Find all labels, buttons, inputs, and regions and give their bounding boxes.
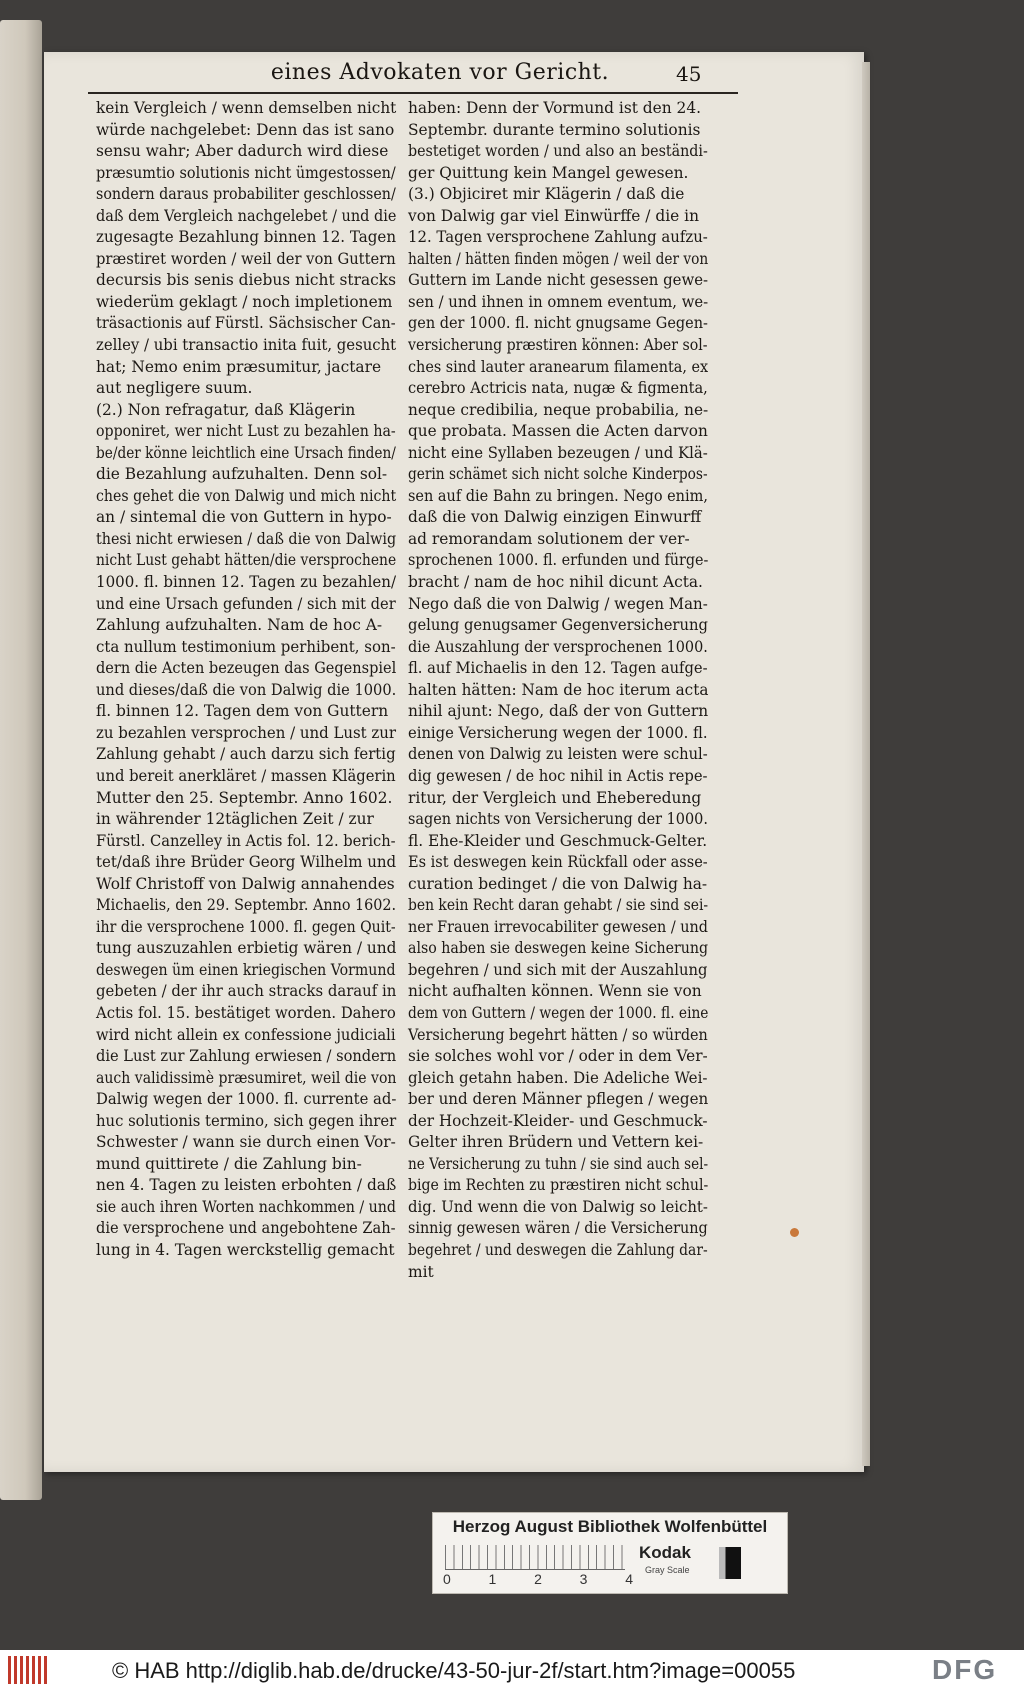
- text-line: cerebro Actricis nata, nugæ & figmenta,: [408, 379, 708, 398]
- text-line: ger Quittung kein Mangel gewesen.: [408, 163, 689, 182]
- dfg-logo: DFG: [932, 1654, 998, 1685]
- scale-label: 3: [579, 1571, 588, 1587]
- text-line: ben kein Recht daran gehabt / sie sind sei-: [408, 896, 709, 915]
- text-line: zelley / ubi transactio inita fuit, gesucht: [96, 336, 397, 355]
- text-line: 12. Tagen versprochene Zahlung aufzu-: [408, 228, 708, 247]
- text-line: Guttern im Lande nicht gesessen gewe-: [408, 271, 709, 290]
- text-line: hat; Nemo enim præsumitur, jactare: [96, 357, 382, 376]
- text-line: ne Versicherung zu tuhn / sie sind auch sel-: [408, 1154, 709, 1173]
- text-line: gelung genugsamer Gegenversicherung: [408, 616, 708, 635]
- text-line: zugesagte Bezahlung binnen 12. Tagen: [96, 228, 397, 247]
- text-line: cta nullum testimonium perhibent, son-: [96, 637, 396, 656]
- text-line: neque credibilia, neque probabilia, ne-: [408, 400, 709, 419]
- text-line: nihil ajunt: Nego, daß der von Guttern: [408, 702, 709, 721]
- text-line: sagen nichts von Versicherung der 1000.: [408, 810, 708, 829]
- text-line: Mutter den 25. Septembr. Anno 1602.: [96, 788, 393, 807]
- text-line: sen auf die Bahn zu bringen. Nego enim,: [408, 486, 708, 505]
- text-line: mund quittirete / die Zahlung bin-: [96, 1154, 362, 1173]
- paper-stain: [790, 1228, 799, 1237]
- text-line: gebeten / der ihr auch stracks darauf in: [96, 982, 397, 1001]
- text-line: die versprochene und angebohtene Zah-: [96, 1219, 396, 1238]
- text-line: daß die von Dalwig einzigen Einwurff: [408, 508, 702, 527]
- text-line: daß dem Vergleich nachgelebet / und die: [96, 206, 397, 225]
- text-line: sondern daraus probabiliter geschlossen/: [96, 185, 396, 204]
- previous-page-edge: [0, 20, 42, 1500]
- text-line: die Lust zur Zahlung erwiesen / sondern: [96, 1047, 397, 1066]
- text-line: nicht eine Syllaben bezeugen / und Klä-: [408, 443, 708, 462]
- text-line: ber und deren Männer pflegen / wegen: [408, 1090, 709, 1109]
- text-line: tet/daß ihre Brüder Georg Wilhelm und: [96, 853, 397, 872]
- text-line: thesi nicht erwiesen / daß die von Dalwig: [96, 529, 397, 548]
- text-line: Nego daß die von Dalwig / wegen Man-: [408, 594, 708, 613]
- text-line: præsumtio solutionis nicht ümgestossen/: [96, 163, 396, 182]
- text-line: gen der 1000. fl. nicht gnugsame Gegen-: [408, 314, 708, 333]
- text-line: ad remorandam solutionem der ver-: [408, 529, 690, 548]
- text-line: Zahlung gehabt / auch darzu sich fertig: [96, 745, 396, 764]
- text-line: und bereit anerkläret / massen Klägerin: [96, 766, 396, 785]
- text-line: und dieses/daß die von Dalwig die 1000.: [96, 680, 397, 699]
- text-line: halten hätten: Nam de hoc iterum acta: [408, 680, 709, 699]
- text-line: fl. Ehe-Kleider und Geschmuck-Gelter.: [408, 831, 708, 850]
- text-line: Schwester / wann sie durch einen Vor-: [96, 1133, 396, 1152]
- text-line: zu bezahlen versprochen / und Lust zur: [96, 723, 397, 742]
- citation-link[interactable]: © HAB http://diglib.hab.de/drucke/43-50-jur-2f/start.htm?image=00055: [112, 1658, 796, 1683]
- text-line: dern die Acten bezeugen das Gegenspiel: [96, 659, 397, 678]
- text-line: Versicherung begehrt hätten / so würden: [408, 1025, 708, 1044]
- text-line: deswegen üm einen kriegischen Vormund: [96, 960, 396, 979]
- text-line: præstiret worden / weil der von Guttern: [96, 249, 396, 268]
- text-line: die Auszahlung der versprochenen 1000.: [408, 637, 708, 656]
- text-line: aut negligere suum.: [96, 379, 253, 398]
- text-line: bracht / nam de hoc nihil dicunt Acta.: [408, 573, 703, 592]
- text-line: sie auch ihren Worten nachkommen / und: [96, 1197, 396, 1216]
- gray-swatch: [719, 1547, 741, 1579]
- text-line: sensu wahr; Aber dadurch wird diese: [96, 142, 389, 161]
- text-line: ches gehet die von Dalwig und mich nicht: [96, 486, 397, 505]
- text-line: träsactionis auf Fürstl. Sächsischer Can-: [96, 314, 396, 333]
- scale-label: 2: [534, 1571, 542, 1587]
- text-line: Septembr. durante termino solutionis: [408, 120, 701, 139]
- kodak-label: Kodak: [639, 1543, 691, 1562]
- institution-label: Herzog August Bibliothek Wolfenbüttel: [452, 1517, 768, 1536]
- text-line: decursis bis senis diebus nicht stracks: [96, 271, 396, 290]
- text-line: in währender 12täglichen Zeit / zur: [96, 810, 374, 829]
- text-line: ner Frauen irrevocabiliter gewesen / und: [408, 917, 708, 936]
- text-line: gleich getahn haben. Die Adeliche Wei-: [408, 1068, 708, 1087]
- scale-label: 1: [488, 1571, 497, 1587]
- text-line: Dalwig wegen der 1000. fl. currente ad-: [96, 1090, 397, 1109]
- text-line: begehren / und sich mit der Auszahlung: [408, 960, 708, 979]
- text-line: bestetiget worden / und also an beständi-: [408, 142, 708, 161]
- text-line: wiederüm geklagt / noch impletionem: [96, 292, 393, 311]
- text-line: an / sintemal die von Guttern in hypo-: [96, 508, 392, 527]
- text-line: wird nicht allein ex confessione judiciali: [96, 1025, 396, 1044]
- text-line: nicht aufhalten können. Wenn sie von: [408, 982, 702, 1001]
- text-line: (2.) Non refragatur, daß Klägerin: [96, 400, 356, 419]
- text-line: denen von Dalwig zu leisten were schul-: [408, 745, 708, 764]
- text-line: also haben sie deswegen keine Sicherung: [408, 939, 709, 958]
- hab-logo-icon: [8, 1656, 48, 1684]
- text-line: Es ist deswegen kein Rückfall oder asse-: [408, 853, 708, 872]
- text-line: Michaelis, den 29. Septembr. Anno 1602.: [96, 896, 397, 915]
- text-line: von Dalwig gar viel Einwürffe / die in: [408, 206, 699, 225]
- text-line: begehret / und deswegen die Zahlung dar-: [408, 1240, 708, 1259]
- text-line: haben: Denn der Vormund ist den 24.: [408, 99, 702, 117]
- text-line: Gelter ihren Brüdern und Vettern kei-: [408, 1133, 704, 1152]
- footer-bar: [0, 1650, 1024, 1690]
- text-line: würde nachgelebet: Denn das ist sano: [96, 120, 395, 139]
- text-line: (3.) Objiciret mir Klägerin / daß die: [408, 185, 685, 204]
- text-line: ritur, der Vergleich und Eheberedung: [408, 788, 702, 807]
- page-stack-edge: [862, 62, 870, 1466]
- text-column-left: [96, 98, 396, 1262]
- text-line: que probata. Massen die Acten darvon: [408, 422, 708, 441]
- text-line: nen 4. Tagen zu leisten erbohten / daß: [96, 1176, 397, 1195]
- text-line: Wolf Christoff von Dalwig annahendes: [96, 874, 395, 893]
- text-line: sen / und ihnen in omnem eventum, we-: [408, 292, 709, 311]
- text-line: auch validissimè præsumiret, weil die von: [96, 1068, 397, 1087]
- text-line: sprochenen 1000. fl. erfunden und fürge-: [408, 551, 709, 570]
- text-line: die Bezahlung aufzuhalten. Denn sol-: [96, 465, 388, 484]
- text-line: Zahlung aufzuhalten. Nam de hoc A-: [96, 616, 383, 635]
- text-line: opponiret, wer nicht Lust zu bezahlen ha-: [96, 422, 396, 441]
- page-number: 45: [676, 62, 702, 86]
- text-line: einige Versicherung wegen der 1000. fl.: [408, 723, 708, 742]
- text-line: bige im Rechten zu præstiren nicht schul-: [408, 1176, 709, 1195]
- text-line: 1000. fl. binnen 12. Tagen zu bezahlen/: [96, 573, 397, 592]
- running-head: eines Advokaten vor Gericht.: [270, 60, 610, 85]
- text-line: curation bedinget / die von Dalwig ha-: [408, 874, 708, 893]
- text-line: fl. binnen 12. Tagen dem von Guttern: [96, 702, 389, 721]
- text-line: huc solutionis termino, sich gegen ihrer: [96, 1111, 397, 1130]
- text-line: dem von Guttern / wegen der 1000. fl. eine: [408, 1003, 709, 1022]
- text-line: kein Vergleich / wenn demselben nicht: [96, 99, 397, 117]
- text-line: dig gewesen / de hoc nihil in Actis repe-: [408, 766, 708, 785]
- text-line: tung auszuzahlen erbietig wären / und: [96, 939, 397, 958]
- text-line: mit: [408, 1262, 434, 1281]
- scale-label: 4: [625, 1571, 633, 1587]
- text-line: der Hochzeit-Kleider- und Geschmuck-: [408, 1111, 708, 1130]
- text-line: ches sind lauter aranearum filamenta, ex: [408, 357, 709, 376]
- text-line: be/der könne leichtlich eine Ursach finden/: [96, 443, 396, 462]
- text-line: fl. auf Michaelis in den 12. Tagen aufge-: [408, 659, 708, 678]
- text-line: Actis fol. 15. bestätiget worden. Dahero: [96, 1003, 396, 1022]
- header-rule: [88, 92, 738, 94]
- scale-ruler: [445, 1545, 625, 1570]
- text-line: sie solches wohl vor / oder in dem Ver-: [408, 1047, 708, 1066]
- gray-scale-label: Gray Scale: [645, 1565, 690, 1575]
- scale-label: 0: [443, 1571, 451, 1587]
- text-line: lung in 4. Tagen werckstellig gemacht: [96, 1240, 395, 1259]
- text-line: dig. Und wenn die von Dalwig so leicht-: [408, 1197, 708, 1216]
- text-line: versicherung præstiren können: Aber sol-: [408, 336, 708, 355]
- text-line: halten / hätten finden mögen / weil der von: [408, 249, 709, 268]
- scale-labels: [443, 1571, 633, 1587]
- color-target-card: [432, 1512, 788, 1594]
- text-line: und eine Ursach gefunden / sich mit der: [96, 594, 396, 613]
- text-column-right: [408, 98, 708, 1283]
- text-line: sinnig gewesen wären / die Versicherung: [408, 1219, 708, 1238]
- text-line: nicht Lust gehabt hätten/die versprochene: [96, 551, 397, 570]
- text-line: Fürstl. Canzelley in Actis fol. 12. berich-: [96, 831, 396, 850]
- text-line: ihr die versprochene 1000. fl. gegen Quit-: [96, 917, 396, 936]
- text-line: gerin schämet sich nicht solche Kinderpos-: [408, 465, 708, 484]
